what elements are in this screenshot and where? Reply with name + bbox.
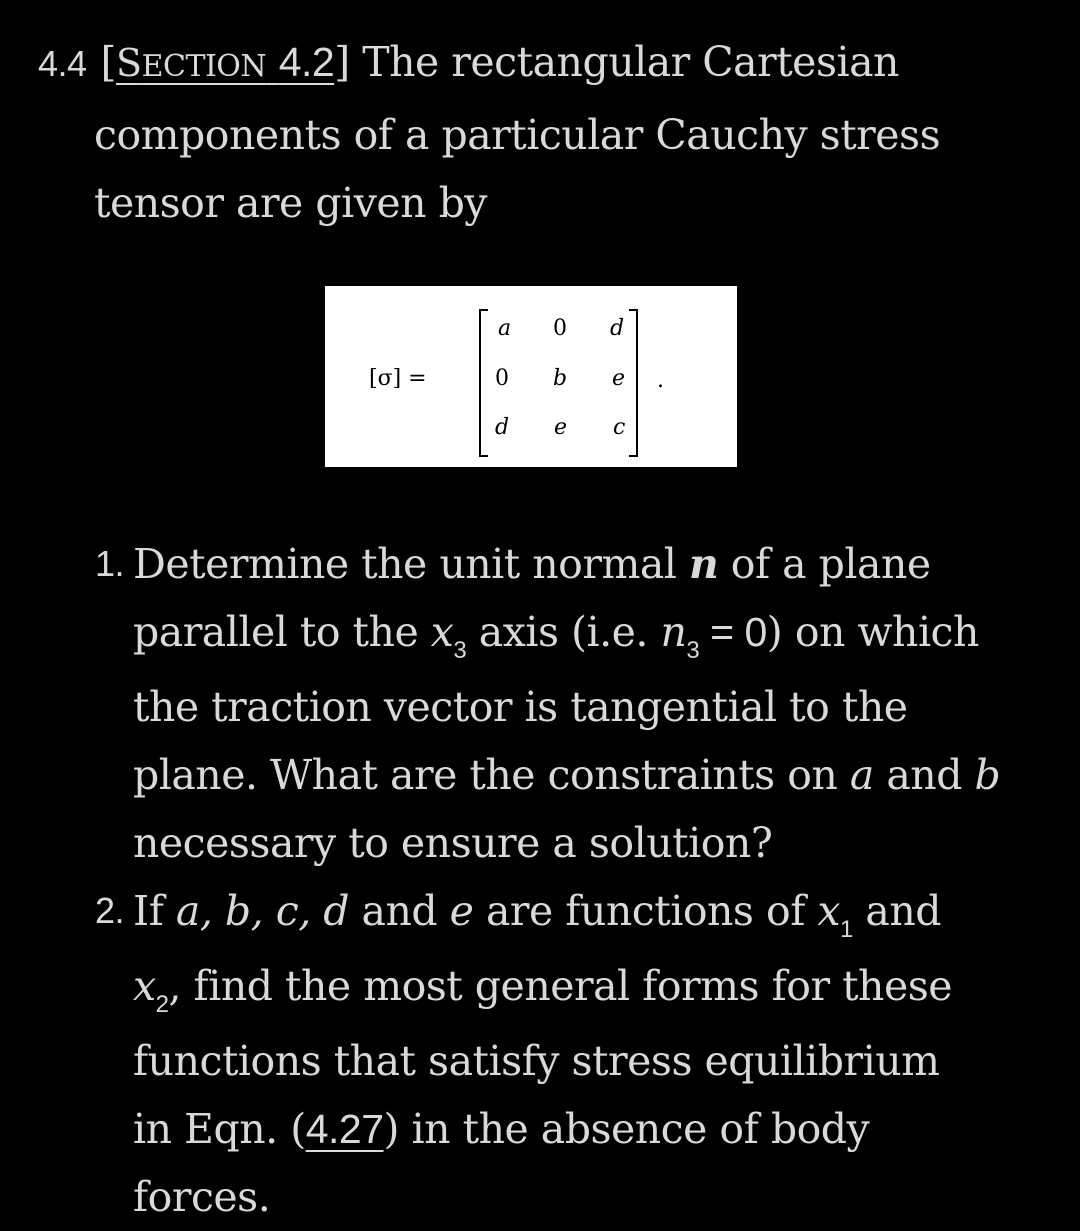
q2-vars-list: a, b, c, d [175, 887, 349, 935]
matrix-cell-3-3: c [613, 415, 626, 440]
matrix-lhs: [σ] = [369, 366, 427, 391]
section-bracket-open: [ [100, 38, 117, 86]
q2-l4-text-a: in Eqn. ( [133, 1105, 306, 1153]
q1-line-4 [133, 741, 1055, 809]
section-ref: 4.2 [278, 39, 335, 85]
matrix-cell-1-2: 0 [553, 316, 567, 341]
intro-line-3: tensor are given by [94, 179, 487, 227]
q1-normal-n: n [688, 540, 719, 588]
q2-l1-text-b: and [349, 887, 450, 935]
q2-line-4 [133, 1095, 1055, 1163]
q2-x1-var: x [817, 887, 841, 935]
q2-l2-text-a: , find the most general forms for these [168, 962, 953, 1010]
matrix-cell-2-1: 0 [495, 366, 509, 391]
matrix-right-bracket [629, 310, 637, 456]
q1-var-a: a [849, 751, 874, 799]
q1-l2-text-a: parallel to the [133, 608, 431, 656]
stress-matrix-svg [325, 286, 737, 467]
q1-n-subscript: 3 [686, 637, 700, 664]
q1-line-5: necessary to ensure a solution? [133, 819, 773, 867]
matrix-cell-3-1: d [495, 415, 510, 440]
q1-l4-text-a: plane. What are the constraints on [133, 751, 850, 799]
q2-l4-text-b: ) in the absence of body [383, 1105, 870, 1153]
q2-x1-subscript: 1 [840, 916, 853, 943]
matrix-cell-1-1: a [498, 316, 512, 341]
matrix-left-bracket [480, 310, 488, 456]
section-link[interactable] [116, 38, 334, 86]
question-2 [95, 877, 1055, 1231]
q2-line-2 [133, 952, 1055, 1027]
q2-l1-text-a: If [133, 887, 176, 935]
q2-x2-subscript: 2 [155, 991, 169, 1018]
problem-statement [38, 28, 1038, 237]
q1-var-b: b [974, 751, 1001, 799]
q2-line-1 [133, 877, 1055, 952]
problem-header [38, 28, 1038, 101]
question-2-number: 2. [95, 890, 125, 931]
matrix-cell-2-2: b [553, 366, 568, 391]
question-1-number: 1. [95, 543, 125, 584]
q2-l1-text-d: and [852, 887, 942, 935]
matrix-cell-3-2: e [554, 415, 568, 440]
q1-line-2 [133, 598, 1055, 673]
matrix-period: . [657, 368, 664, 393]
matrix-cell-1-3: d [610, 316, 625, 341]
q1-line-1 [133, 530, 1055, 598]
section-word-rest: ECTION [141, 49, 267, 84]
q2-x2-var: x [133, 962, 156, 1010]
q2-var-e: e [449, 887, 474, 935]
q1-equals-zero: = 0 [699, 609, 767, 655]
intro-line-1: The rectangular Cartesian [362, 38, 899, 86]
intro-line-2: components of a particular Cauchy stress [94, 111, 941, 159]
q1-x-subscript: 3 [453, 637, 467, 664]
q2-l1-text-c: are functions of [473, 887, 818, 935]
q1-line-3: the traction vector is tangential to the [133, 683, 908, 731]
matrix-cell-2-3: e [612, 366, 626, 391]
problem-number: 4.4 [38, 43, 87, 84]
q1-l4-text-b: and [873, 751, 975, 799]
q1-l2-text-b: axis (i.e. [466, 608, 661, 656]
q1-n-var: n [660, 608, 687, 656]
section-bracket-close: ] [334, 38, 350, 86]
q2-line-5: forces. [133, 1173, 271, 1221]
stress-matrix-image [325, 286, 737, 467]
equation-link[interactable]: 4.27 [305, 1106, 384, 1152]
section-word-initial: S [116, 41, 142, 85]
question-list [95, 530, 1055, 1231]
q1-l1-text-a: Determine the unit normal [133, 540, 689, 588]
q1-l1-text-b: of a plane [718, 540, 931, 588]
q1-x-var: x [430, 608, 454, 656]
q2-line-3: functions that satisfy stress equilibrium [133, 1037, 940, 1085]
question-1 [95, 530, 1055, 877]
q1-l2-text-c: ) on which [766, 608, 979, 656]
